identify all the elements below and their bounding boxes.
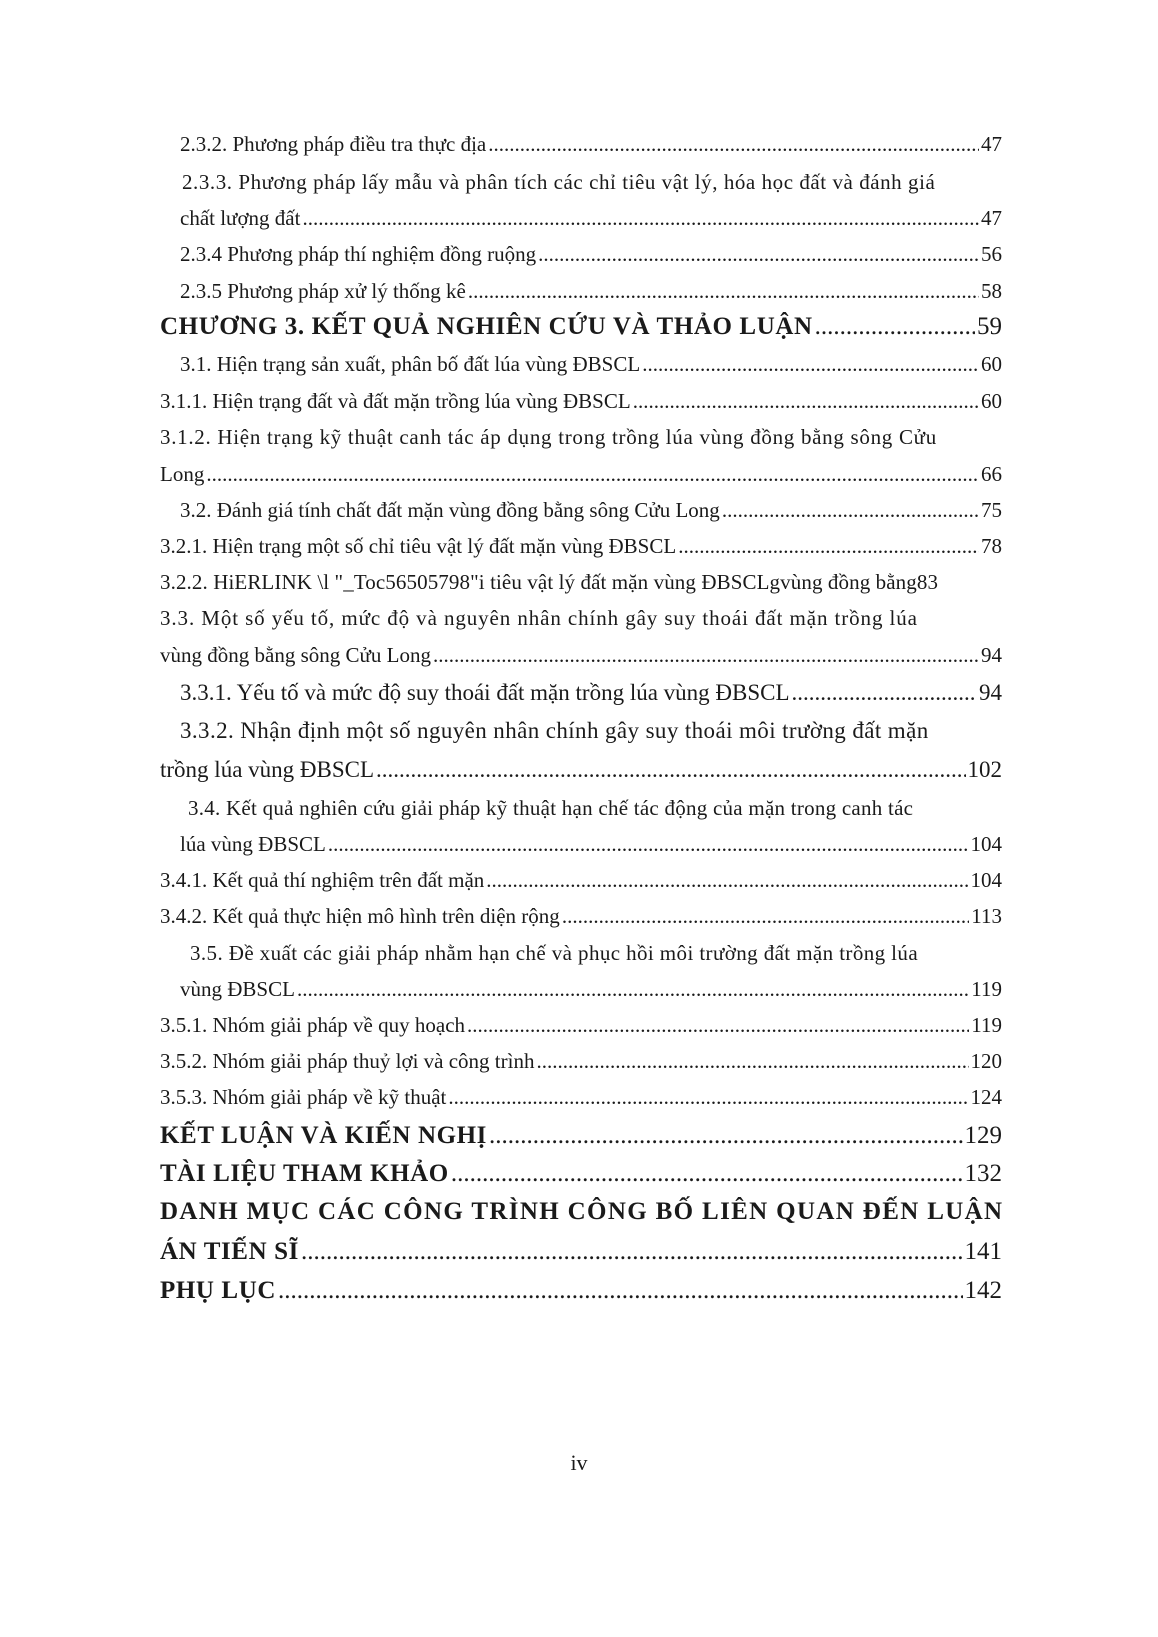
toc-entry-page: 60 [981, 352, 1002, 376]
toc-entry-page: 58 [981, 279, 1002, 303]
toc-entry-page: 113 [971, 904, 1002, 928]
toc-entry [180, 352, 1002, 377]
toc-leader [467, 1013, 969, 1038]
toc-entry-page: 60 [981, 389, 1002, 413]
toc-entry-page: 132 [964, 1160, 1002, 1187]
toc-entry [180, 206, 1002, 231]
toc-leader [678, 534, 979, 559]
toc-entry [180, 279, 1002, 304]
toc-entry-page: 119 [971, 1013, 1002, 1037]
toc-leader [562, 904, 969, 929]
toc-entry-title: 3.1. Hiện trạng sản xuất, phân bố đất lúa vùng ĐBSCL [180, 352, 641, 376]
toc-entry [180, 498, 1002, 523]
toc-entry [160, 389, 1002, 414]
toc-entry-title: vùng ĐBSCL [180, 977, 295, 1001]
toc-entry-title: trồng lúa vùng ĐBSCL [160, 757, 375, 782]
toc-entry-page: 120 [970, 1049, 1002, 1073]
toc-entry-page: 59 [977, 313, 1002, 340]
toc-entry-broken-link: 3.2.2. HiERLINK \l "_Toc56505798"i tiêu vật lý đất mặn vùng ĐBSCLgvùng đồng bằng83 [160, 570, 939, 594]
toc-leader [815, 313, 975, 341]
toc-leader [489, 1122, 962, 1150]
toc-entry-continued: 3.3. Một số yếu tố, mức độ và nguyên nhân chính gây suy thoái đất mặn trồng lúa [160, 606, 918, 630]
toc-entry-page: 104 [970, 868, 1002, 892]
toc-entry-page: 119 [971, 977, 1002, 1001]
toc-entry [160, 1049, 1002, 1074]
toc-entry-page: 124 [970, 1085, 1002, 1109]
toc-entry-continued: 3.4. Kết quả nghiên cứu giải pháp kỹ thuật hạn chế tác động của mặn trong canh tác [188, 796, 914, 820]
toc-entry-title: 3.4.2. Kết quả thực hiện mô hình trên diện rộng [160, 904, 560, 928]
toc-entry-title: 3.2.1. Hiện trạng một số chỉ tiêu vật lý đất mặn vùng ĐBSCL [160, 534, 677, 558]
toc-entry-continued: 3.1.2. Hiện trạng kỹ thuật canh tác áp dụng trong trồng lúa vùng đồng bằng sông Cửu [160, 425, 937, 449]
toc-leader [536, 1049, 968, 1074]
toc-entry-title: 2.3.5 Phương pháp xử lý thống kê [180, 279, 466, 303]
toc-leader [722, 498, 979, 523]
toc-entry-continued: 3.3.2. Nhận định một số nguyên nhân chính gây suy thoái môi trường đất mặn [180, 718, 929, 743]
toc-leader [451, 1160, 963, 1188]
toc-leader [488, 132, 979, 157]
toc-leader [792, 680, 977, 706]
toc-entry [180, 242, 1002, 267]
toc-entry-title: TÀI LIỆU THAM KHẢO [160, 1160, 449, 1187]
toc-entry [160, 1085, 1002, 1110]
toc-leader [328, 832, 969, 857]
toc-entry-page: 75 [981, 498, 1002, 522]
toc-entry-page: 141 [964, 1238, 1002, 1265]
toc-entry [180, 832, 1002, 857]
toc-leader [297, 977, 969, 1002]
toc-entry-page: 47 [981, 132, 1002, 156]
toc-entry-title: 3.5.3. Nhóm giải pháp về kỹ thuật [160, 1085, 447, 1109]
toc-entry [160, 534, 1002, 559]
toc-chapter [160, 1122, 1002, 1150]
toc-entry-page: 104 [970, 832, 1002, 856]
toc-leader [642, 352, 979, 377]
toc-entry [180, 680, 1002, 706]
toc-leader [633, 389, 979, 414]
toc-leader [376, 757, 965, 783]
toc-entry-title: Long [160, 462, 205, 486]
toc-entry-continued: 3.5. Đề xuất các giải pháp nhằm hạn chế và phục hồi môi trường đất mặn trồng lúa [190, 941, 919, 965]
toc-leader [468, 279, 979, 304]
toc-leader [448, 1085, 968, 1110]
toc-entry-title: lúa vùng ĐBSCL [180, 832, 326, 856]
toc-entry-page: 94 [979, 680, 1002, 705]
toc-leader [538, 242, 979, 267]
toc-entry-title: CHƯƠNG 3. KẾT QUẢ NGHIÊN CỨU VÀ THẢO LUẬN [160, 313, 813, 340]
toc-leader [302, 206, 979, 231]
toc-entry-title: 3.1.1. Hiện trạng đất và đất mặn trồng lúa vùng ĐBSCL [160, 389, 631, 413]
page-number: iv [570, 1450, 588, 1475]
toc-entry-title: 2.3.4 Phương pháp thí nghiệm đồng ruộng [180, 242, 537, 266]
toc-entry [180, 977, 1002, 1002]
toc-leader [206, 462, 979, 487]
toc-entry-page: 129 [964, 1122, 1002, 1149]
toc-entry-page: 66 [981, 462, 1002, 486]
toc-leader [278, 1277, 962, 1305]
toc-chapter [160, 1277, 1002, 1305]
toc-entry-title: 3.5.1. Nhóm giải pháp về quy hoạch [160, 1013, 466, 1037]
toc-entry-title: PHỤ LỤC [160, 1277, 277, 1304]
toc-entry [160, 868, 1002, 893]
toc-leader [486, 868, 968, 893]
toc-entry-title: 3.2. Đánh giá tính chất đất mặn vùng đồng bằng sông Cửu Long [180, 498, 720, 522]
toc-entry [180, 132, 1002, 157]
toc-entry-title: 3.3.1. Yếu tố và mức độ suy thoái đất mặn trồng lúa vùng ĐBSCL [180, 680, 790, 705]
toc-chapter [160, 1238, 1002, 1266]
toc-entry-title: 3.4.1. Kết quả thí nghiệm trên đất mặn [160, 868, 485, 892]
toc-entry-title: KẾT LUẬN VÀ KIẾN NGHỊ [160, 1122, 488, 1149]
toc-leader [433, 643, 979, 668]
toc-entry [160, 757, 1002, 783]
toc-chapter [160, 313, 1002, 341]
toc-entry [160, 1013, 1002, 1038]
toc-entry-title: 3.5.2. Nhóm giải pháp thuỷ lợi và công trình [160, 1049, 535, 1073]
toc-entry-title: vùng đồng bằng sông Cửu Long [160, 643, 431, 667]
toc-entry-page: 47 [981, 206, 1002, 230]
toc-entry-page: 78 [981, 534, 1002, 558]
toc-entry [160, 904, 1002, 929]
toc-entry-title: chất lượng đất [180, 206, 301, 230]
toc-entry-page: 94 [981, 643, 1002, 667]
toc-entry-title: ÁN TIẾN SĨ [160, 1238, 299, 1265]
toc-entry [160, 643, 1002, 668]
toc-entry-continued: 2.3.3. Phương pháp lấy mẫu và phân tích các chỉ tiêu vật lý, hóa học đất và đánh giá [182, 170, 936, 194]
toc-entry-page: 56 [981, 242, 1002, 266]
toc-entry [160, 462, 1002, 487]
toc-entry-page: 142 [964, 1277, 1002, 1304]
toc-entry-page: 102 [967, 757, 1002, 782]
toc-entry-title: 2.3.2. Phương pháp điều tra thực địa [180, 132, 487, 156]
toc-chapter-continued: DANH MỤC CÁC CÔNG TRÌNH CÔNG BỐ LIÊN QUAN ĐẾN LUẬN [160, 1198, 1004, 1225]
toc-chapter [160, 1160, 1002, 1188]
toc-leader [301, 1238, 963, 1266]
